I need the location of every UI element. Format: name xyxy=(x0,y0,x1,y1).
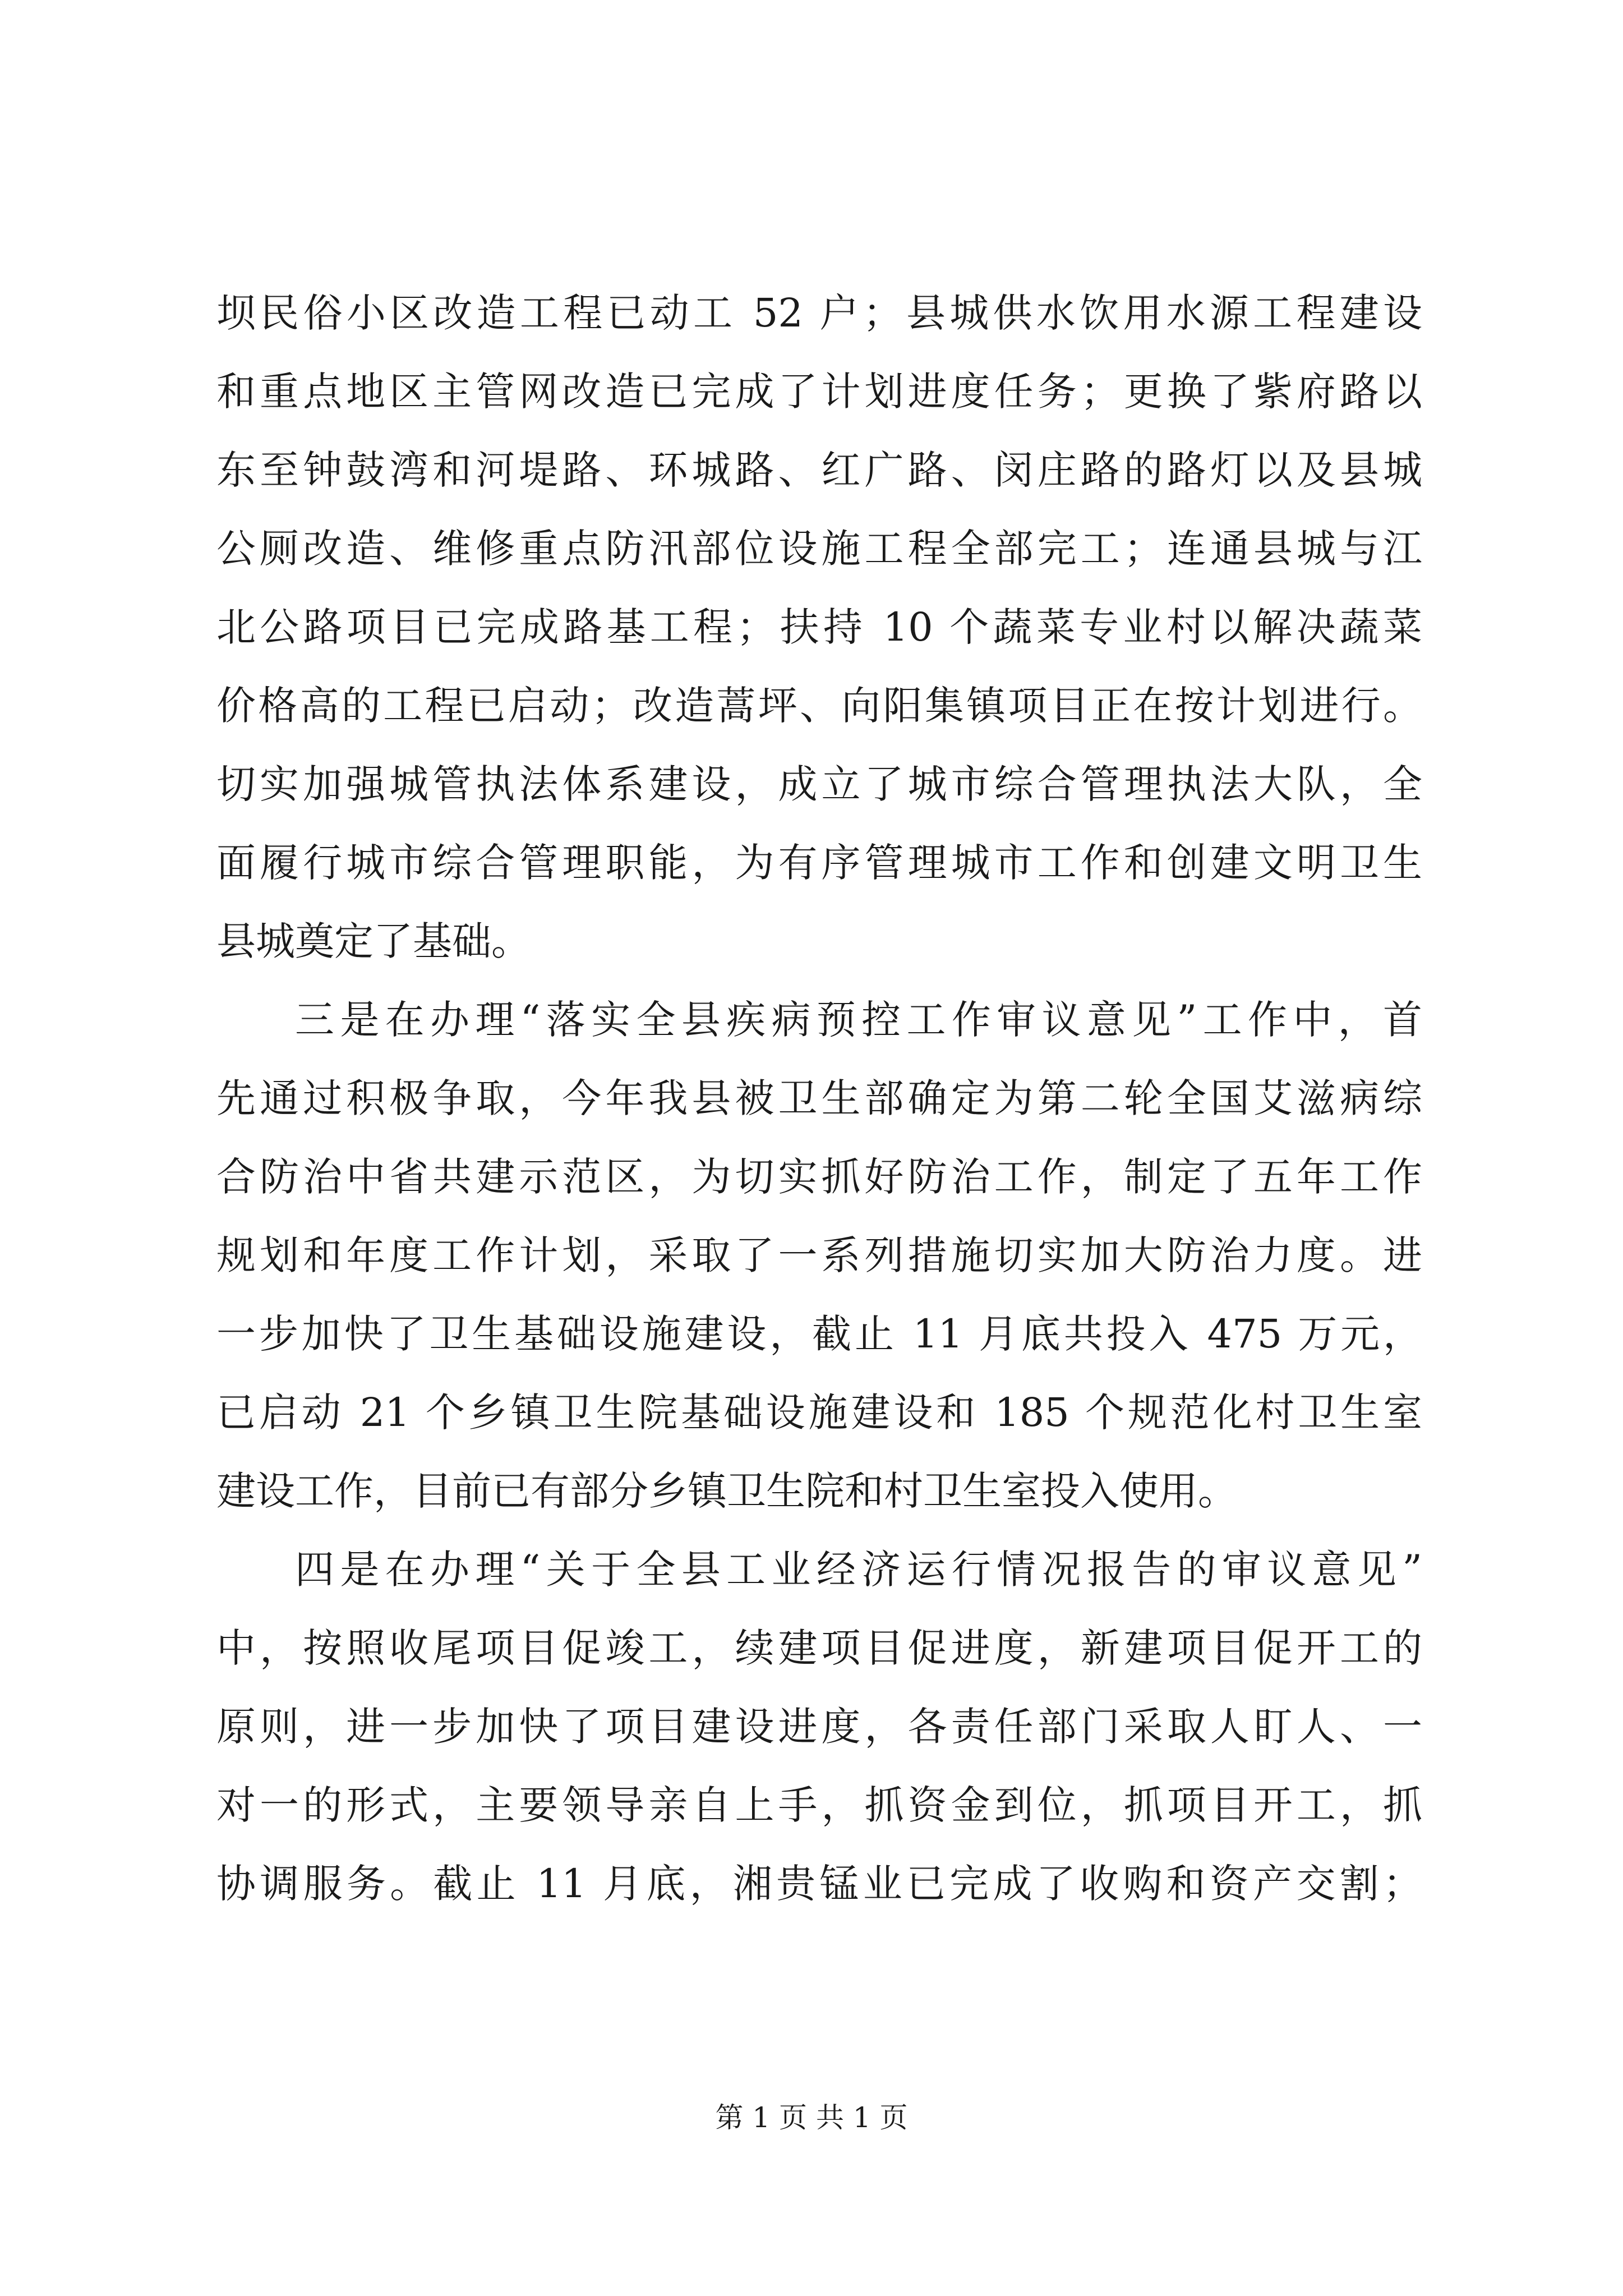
text-line: 坝民俗小区改造工程已动工 52 户；县城供水饮用水源工程建设 xyxy=(216,290,1422,336)
text-line: 协调服务。截止 11 月底，湘贵锰业已完成了收购和资产交割； xyxy=(216,1861,1422,1907)
text-line: 原则，进一步加快了项目建设进度，各责任部门采取人盯人、一 xyxy=(216,1704,1422,1750)
text-line: 东至钟鼓湾和河堤路、环城路、红广路、闵庄路的路灯以及县城 xyxy=(216,447,1422,493)
text-line: 规划和年度工作计划，采取了一系列措施切实加大防治力度。进 xyxy=(216,1232,1422,1278)
text-line: 先通过积极争取，今年我县被卫生部确定为第二轮全国艾滋病综 xyxy=(216,1075,1422,1121)
text-line: 合防治中省共建示范区，为切实抓好防治工作，制定了五年工作 xyxy=(216,1154,1422,1200)
text-line: 价格高的工程已启动；改造蒿坪、向阳集镇项目正在按计划进行。 xyxy=(216,683,1422,729)
text-line: 建设工作，目前已有部分乡镇卫生院和村卫生室投入使用。 xyxy=(216,1468,1237,1514)
text-line: 已启动 21 个乡镇卫生院基础设施建设和 185 个规范化村卫生室 xyxy=(216,1389,1422,1435)
page-footer xyxy=(0,2101,1623,2134)
text-line: 对一的形式，主要领导亲自上手，抓资金到位，抓项目开工，抓 xyxy=(216,1782,1422,1828)
text-line: 切实加强城管执法体系建设，成立了城市综合管理执法大队，全 xyxy=(216,761,1422,807)
text-line: 中，按照收尾项目促竣工，续建项目促进度，新建项目促开工的 xyxy=(216,1625,1422,1671)
page-number-label: 第 1 页 共 1 页 xyxy=(715,2101,908,2134)
text-line: 北公路项目已完成路基工程；扶持 10 个蔬菜专业村以解决蔬菜 xyxy=(216,604,1422,650)
text-line: 四是在办理“关于全县工业经济运行情况报告的审议意见” xyxy=(295,1547,1422,1593)
text-line: 面履行城市综合管理职能，为有序管理城市工作和创建文明卫生 xyxy=(216,840,1422,886)
document-body xyxy=(216,274,1422,1923)
text-line: 公厕改造、维修重点防汛部位设施工程全部完工；连通县城与江 xyxy=(216,526,1422,572)
text-line: 一步加快了卫生基础设施建设，截止 11 月底共投入 475 万元， xyxy=(216,1311,1422,1357)
text-line: 县城奠定了基础。 xyxy=(216,918,531,964)
text-line: 和重点地区主管网改造已完成了计划进度任务；更换了紫府路以 xyxy=(216,369,1422,415)
text-line: 三是在办理“落实全县疾病预控工作审议意见”工作中，首 xyxy=(295,997,1422,1043)
